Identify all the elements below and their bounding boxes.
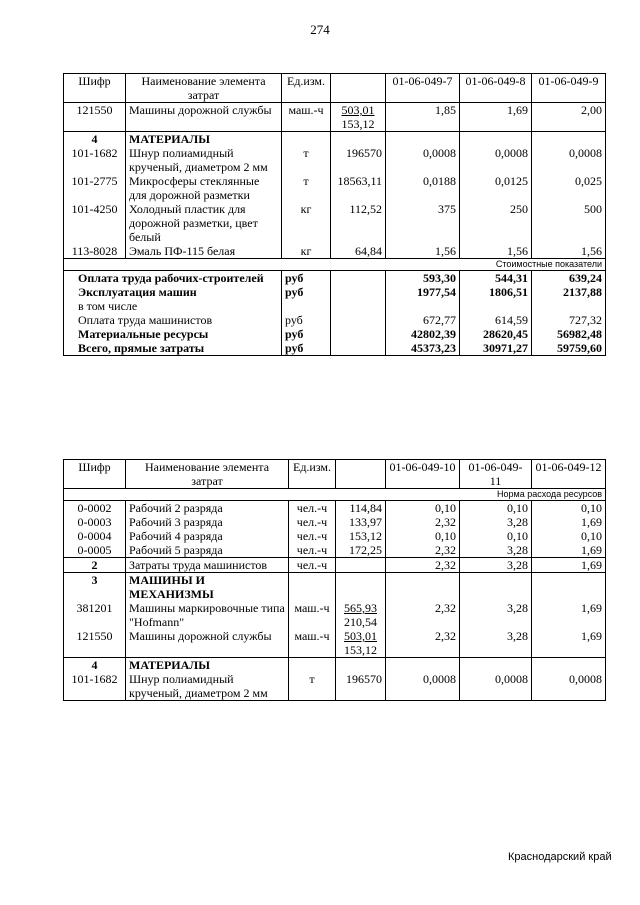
row-value-2: 3,28: [460, 515, 532, 529]
row-unit: т: [282, 174, 331, 202]
row-value-2: 0,0008: [460, 146, 532, 174]
summary-value-1: 42802,39: [386, 327, 460, 341]
summary-value-2: 30971,27: [460, 341, 532, 356]
row-code: 0-0003: [64, 515, 126, 529]
section-code: 4: [64, 132, 126, 147]
price-secondary: 153,12: [341, 117, 375, 131]
row-code: 101-1682: [64, 672, 126, 701]
summary-value-1: 45373,23: [386, 341, 460, 356]
header-col-3: 01-06-049-9: [532, 74, 606, 103]
row-price: [331, 103, 386, 132]
table-row: [64, 515, 606, 529]
row-name: Шнур полиамидный крученый, диаметром 2 мм: [126, 672, 289, 701]
row-value-3: 2,00: [532, 103, 606, 132]
row-unit: кг: [282, 202, 331, 244]
row-code: 101-4250: [64, 202, 126, 244]
summary-value-1: 1977,54: [386, 285, 460, 299]
row-code: 101-1682: [64, 146, 126, 174]
row-name: Машины дорожной службы: [126, 629, 289, 658]
section-row: [64, 573, 606, 602]
summary-unit: руб: [282, 327, 331, 341]
row-value-3: 0,025: [532, 174, 606, 202]
row-price: [336, 629, 386, 658]
table-header-row: [64, 460, 606, 489]
resource-table-1: [63, 73, 606, 356]
header-col-3: 01-06-049-12: [532, 460, 606, 489]
resource-table-2: [63, 459, 606, 701]
row-unit: маш.-ч: [282, 103, 331, 132]
row-unit: чел.-ч: [289, 543, 336, 558]
region-footer: Краснодарский край: [508, 851, 612, 863]
summary-name: Материальные ресурсы: [64, 327, 282, 341]
row-value-2: 3,28: [460, 543, 532, 558]
row-price: 172,25: [336, 543, 386, 558]
row-value-2: 0,0125: [460, 174, 532, 202]
row-value-3: 500: [532, 202, 606, 244]
header-col-2: 01-06-049-8: [460, 74, 532, 103]
row-value-3: 0,0008: [532, 146, 606, 174]
summary-unit: руб: [282, 285, 331, 299]
row-value-2: 1,56: [460, 244, 532, 259]
row-code: 0-0004: [64, 529, 126, 543]
header-unit: Ед.изм.: [282, 74, 331, 103]
row-unit: маш.-ч: [289, 629, 336, 658]
summary-unit: руб: [282, 341, 331, 356]
row-value-2: 1,69: [460, 103, 532, 132]
row-code: 0-0002: [64, 501, 126, 516]
section-row: [64, 658, 606, 673]
row-value-1: 2,32: [386, 515, 460, 529]
row-name: Микросферы стеклянные для дорожной разметки: [126, 174, 282, 202]
header-col-1: 01-06-049-10: [386, 460, 460, 489]
row-value-1: 2,32: [386, 601, 460, 629]
row-price: 114,84: [336, 501, 386, 516]
section-label-row: [64, 259, 606, 271]
row-name: Рабочий 4 разряда: [126, 529, 289, 543]
row-value-3: 0,10: [532, 501, 606, 516]
summary-value-1: 672,77: [386, 313, 460, 327]
header-name: Наименование элемента затрат: [126, 460, 289, 489]
table-row: [64, 558, 606, 573]
header-col-2: 01-06-049-11: [460, 460, 532, 489]
row-name: Эмаль ПФ-115 белая: [126, 244, 282, 259]
row-value-3: 0,0008: [532, 672, 606, 701]
row-unit: т: [282, 146, 331, 174]
row-code: 101-2775: [64, 174, 126, 202]
row-name: Рабочий 2 разряда: [126, 501, 289, 516]
row-unit: маш.-ч: [289, 601, 336, 629]
section-label: Норма расхода ресурсов: [64, 489, 606, 501]
header-col-1: 01-06-049-7: [386, 74, 460, 103]
row-code: 121550: [64, 629, 126, 658]
row-value-2: 0,0008: [460, 672, 532, 701]
row-value-1: 0,0008: [386, 146, 460, 174]
summary-value-2: 28620,45: [460, 327, 532, 341]
table-row: [64, 629, 606, 658]
row-value-2: 3,28: [460, 558, 532, 573]
price-value: 565,93: [344, 601, 377, 615]
row-price: 196570: [336, 672, 386, 701]
row-price: 153,12: [336, 529, 386, 543]
section-code: 3: [64, 573, 126, 602]
table-row: [64, 146, 606, 174]
table-row: [64, 103, 606, 132]
row-name: Холодный пластик для дорожной разметки, цвет белый: [126, 202, 282, 244]
row-value-2: 0,10: [460, 501, 532, 516]
summary-value-3: 56982,48: [532, 327, 606, 341]
price-value: 503,01: [341, 103, 375, 117]
row-unit: чел.-ч: [289, 515, 336, 529]
row-value-1: 1,56: [386, 244, 460, 259]
row-value-1: 0,10: [386, 529, 460, 543]
row-price: 133,97: [336, 515, 386, 529]
row-value-3: 1,69: [532, 601, 606, 629]
row-value-3: 1,69: [532, 543, 606, 558]
summary-name: Всего, прямые затраты: [64, 341, 282, 356]
row-value-1: 0,0008: [386, 672, 460, 701]
summary-value-2: 614,59: [460, 313, 532, 327]
table-row: [64, 543, 606, 558]
row-value-1: 2,32: [386, 543, 460, 558]
header-unit: Ед.изм.: [289, 460, 336, 489]
summary-value-1: 593,30: [386, 271, 460, 286]
price-secondary: 153,12: [344, 643, 377, 657]
row-value-2: 3,28: [460, 629, 532, 658]
summary-value-2: 544,31: [460, 271, 532, 286]
header-code: Шифр: [64, 74, 126, 103]
section-title: МАТЕРИАЛЫ: [126, 658, 289, 673]
row-value-3: 1,69: [532, 515, 606, 529]
page-number: 274: [310, 22, 330, 37]
row-code: 381201: [64, 601, 126, 629]
summary-unit: руб: [282, 313, 331, 327]
row-code: 2: [64, 558, 126, 573]
row-value-2: 3,28: [460, 601, 532, 629]
summary-value-3: 727,32: [532, 313, 606, 327]
table-row: [64, 529, 606, 543]
summary-value-2: 1806,51: [460, 285, 532, 299]
row-value-3: 1,69: [532, 629, 606, 658]
row-value-1: 0,10: [386, 501, 460, 516]
row-value-1: 0,0188: [386, 174, 460, 202]
price-secondary: 210,54: [344, 615, 377, 629]
row-name: Рабочий 3 разряда: [126, 515, 289, 529]
row-value-2: 0,10: [460, 529, 532, 543]
price-value: 503,01: [344, 629, 377, 643]
summary-row: [64, 285, 606, 299]
summary-name: Оплата труда машинистов: [64, 313, 282, 327]
table-header-row: [64, 74, 606, 103]
table-row: [64, 601, 606, 629]
row-code: 121550: [64, 103, 126, 132]
section-row: [64, 132, 606, 147]
row-code: 113-8028: [64, 244, 126, 259]
row-name: Шнур полиамидный крученый, диаметром 2 мм: [126, 146, 282, 174]
table-row: [64, 174, 606, 202]
summary-value-3: 59759,60: [532, 341, 606, 356]
row-name: Рабочий 5 разряда: [126, 543, 289, 558]
row-code: 0-0005: [64, 543, 126, 558]
summary-row: [64, 271, 606, 286]
row-price: 112,52: [331, 202, 386, 244]
row-price: 64,84: [331, 244, 386, 259]
row-unit: чел.-ч: [289, 501, 336, 516]
summary-value-3: 2137,88: [532, 285, 606, 299]
row-name: Машины дорожной службы: [126, 103, 282, 132]
row-price: [336, 601, 386, 629]
row-unit: чел.-ч: [289, 529, 336, 543]
section-code: 4: [64, 658, 126, 673]
section-title: МАТЕРИАЛЫ: [126, 132, 282, 147]
summary-row: [64, 299, 606, 313]
table-row: [64, 501, 606, 516]
section-title: МАШИНЫ И МЕХАНИЗМЫ: [126, 573, 289, 602]
section-label: Стоимостные показатели: [64, 259, 606, 271]
summary-unit: руб: [282, 271, 331, 286]
row-value-3: 1,69: [532, 558, 606, 573]
row-value-1: 2,32: [386, 558, 460, 573]
row-name: Затраты труда машинистов: [126, 558, 289, 573]
header-price: [331, 74, 386, 103]
summary-name: Оплата труда рабочих-строителей: [64, 271, 282, 286]
row-value-1: 2,32: [386, 629, 460, 658]
header-price: [336, 460, 386, 489]
row-value-2: 250: [460, 202, 532, 244]
summary-name: в том числе: [64, 299, 282, 313]
summary-row: [64, 313, 606, 327]
row-value-3: 0,10: [532, 529, 606, 543]
row-price: [336, 558, 386, 573]
summary-row: [64, 341, 606, 356]
summary-name: Эксплуатация машин: [64, 285, 282, 299]
row-name: Машины маркировочные типа "Hofmann": [126, 601, 289, 629]
row-value-3: 1,56: [532, 244, 606, 259]
summary-value-3: 639,24: [532, 271, 606, 286]
row-unit: т: [289, 672, 336, 701]
summary-row: [64, 327, 606, 341]
header-code: Шифр: [64, 460, 126, 489]
row-value-1: 375: [386, 202, 460, 244]
section-label-row: [64, 489, 606, 501]
row-unit: чел.-ч: [289, 558, 336, 573]
row-price: 196570: [331, 146, 386, 174]
table-row: [64, 672, 606, 701]
row-unit: кг: [282, 244, 331, 259]
header-name: Наименование элемента затрат: [126, 74, 282, 103]
row-price: 18563,11: [331, 174, 386, 202]
row-value-1: 1,85: [386, 103, 460, 132]
table-row: [64, 202, 606, 244]
table-row: [64, 244, 606, 259]
